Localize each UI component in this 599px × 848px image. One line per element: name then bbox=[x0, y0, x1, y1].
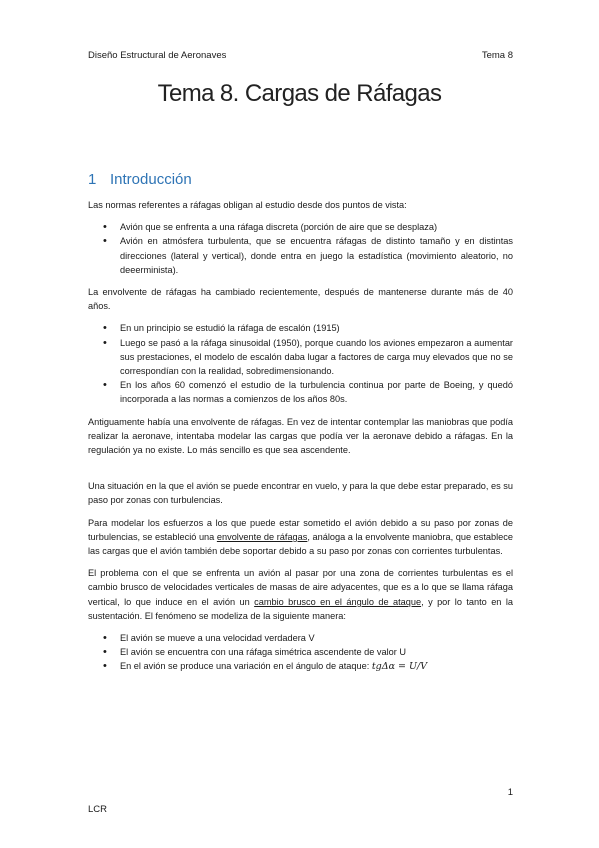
list-item: • Avión que se enfrenta a una ráfaga discreta (porción de aire que se desplaza) bbox=[120, 220, 513, 234]
list-item: • Avión en atmósfera turbulenta, que se encuentra ráfagas de distinto tamaño y en distintas direcciones (lateral y vertical), donde entra en juego la estadística (movimiento aleatorio, no deeerminista). bbox=[120, 234, 513, 277]
paragraph-gust-envelope bbox=[88, 516, 513, 559]
paragraph-intro: Las normas referentes a ráfagas obligan al estudio desde dos puntos de vista: bbox=[88, 200, 407, 210]
paragraph-old-envelope: Antiguamente había una envolvente de ráfagas. En vez de intentar contemplar las maniobras que podía realizar la aeronave, intentaba modelar las cargas que podía ver la aeronave debido a ráfagas. En la regulación ya no existe. Lo más sencillo es que sea ascendente. bbox=[88, 416, 513, 456]
list-history bbox=[88, 321, 513, 406]
list-item: • El avión se mueve a una velocidad verdadera V bbox=[120, 631, 513, 645]
footer-initials: LCR bbox=[88, 804, 108, 815]
text-span: , análoga a la envolvente maniobra, que establece las cargas que el avión también debe soportar debido a su paso por zonas con corrientes turbulentas. bbox=[88, 531, 513, 557]
paragraph-problem bbox=[88, 566, 513, 623]
paragraph-envelope-history: La envolvente de ráfagas ha cambiado recientemente, después de mantenerse durante más de 40 años. bbox=[88, 287, 513, 312]
list-model bbox=[88, 631, 513, 675]
list-item: • En los años 60 comenzó el estudio de la turbulencia continua por parte de Boeing, y quedó incorporada a las normas a comienzos de los años 80s. bbox=[120, 378, 513, 406]
paragraph-turbulence: Una situación en la que el avión se puede encontrar en vuelo, y para la que debe estar preparado, es su paso por zonas con turbulencias. bbox=[88, 481, 513, 506]
text-span: El problema con el que se enfrenta un avión al pasar por una zona de corrientes turbulentas es el cambio brusco de velocidades verticales de masas de aire adyacentes, que es a lo que se llama ráfaga vertical, lo que induce en el avión un bbox=[88, 568, 513, 607]
page-number: 1 bbox=[507, 787, 513, 798]
underlined-term: cambio brusco en el ángulo de ataque bbox=[254, 596, 422, 607]
angle-formula: tgΔα = U/V bbox=[371, 661, 428, 673]
text-span: En el avión se produce una variación en el ángulo de ataque: bbox=[120, 661, 372, 672]
page-title: Tema 8. Cargas de Ráfagas bbox=[157, 80, 442, 107]
body-text bbox=[88, 198, 513, 683]
text-span: , y por lo tanto en la sustentación. El fenómeno se modeliza de la siguiente manera: bbox=[88, 596, 513, 621]
list-item: • El avión se encuentra con una ráfaga simétrica ascendente de valor U bbox=[120, 645, 513, 659]
list-viewpoints bbox=[88, 220, 513, 277]
header-topic: Tema 8 bbox=[481, 50, 513, 61]
list-item bbox=[120, 659, 513, 674]
section-number: 1 bbox=[88, 171, 97, 188]
underlined-term: envolvente de ráfagas bbox=[216, 531, 308, 542]
section-heading bbox=[88, 171, 192, 188]
header-course-title: Diseño Estructural de Aeronaves bbox=[88, 50, 227, 61]
list-item: • Luego se pasó a la ráfaga sinusoidal (1950), porque cuando los aviones empezaron a aumentar sus prestaciones, el modelo de escalón daba lugar a factores de carga muy elevados que no se correspondían con la realidad, sobredimensionando. bbox=[120, 336, 513, 379]
text-span: Para modelar los esfuerzos a los que puede estar sometido el avión debido a su paso por zonas de turbulencias, se estableció una bbox=[88, 517, 513, 542]
section-title: Introducción bbox=[110, 171, 192, 188]
list-item: • En un principio se estudió la ráfaga de escalón (1915) bbox=[120, 321, 513, 335]
